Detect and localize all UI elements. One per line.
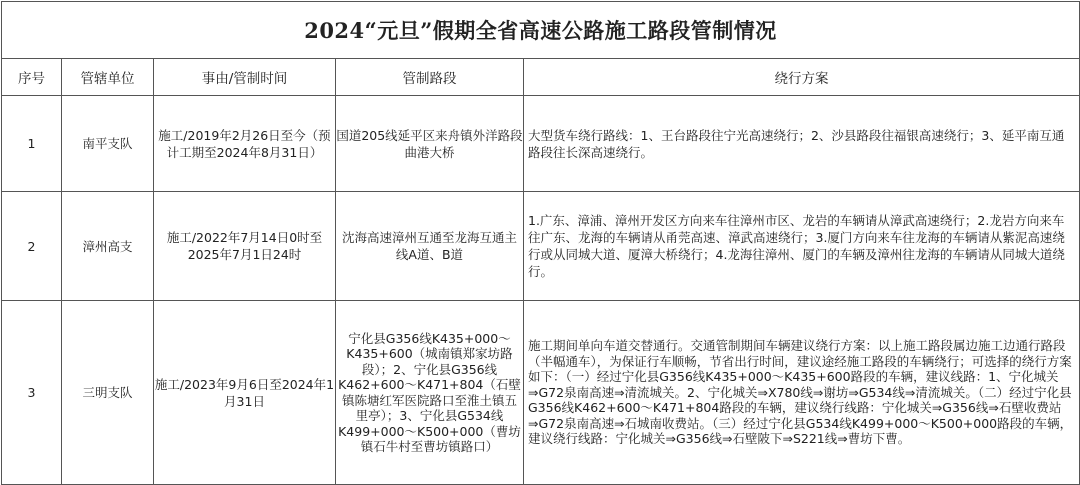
- row-plan: 施工期间单向车道交替通行。交通管制期间车辆建议绕行方案：以上施工路段属边施工边通行路段（半幅通车），为保证行车顺畅，节省出行时间，建议途经施工路段的车辆绕行；可选择的绕行方案如下：（一）经过宁化县G356线K435+000～K435+600路段的车辆，建议线路：1、宁化城关⇒G72泉南高速⇒清流城关。2、宁化城关⇒X780线⇒谢坊⇒G534线⇒清流城关。（二）经过宁化县G356线K462+600～K471+804路段的车辆，建议绕行线路：宁化城关⇒G356线⇒石壁收费站⇒G72泉南高速⇒石城南收费站。（三）经过宁化县G534线K499+000～K500+000路段的车辆，建议绕行线路：宁化城关⇒G356线⇒石壁陂下⇒S221线⇒曹坊下曹。: [524, 301, 1080, 485]
- header-unit: 管辖单位: [62, 59, 154, 96]
- row-seq: 2: [2, 192, 62, 301]
- header-plan: 绕行方案: [524, 59, 1080, 96]
- table-row: [2, 96, 1080, 192]
- row-reason: 施工/2019年2月26日至今（预计工期至2024年8月31日）: [154, 96, 336, 192]
- row-plan: 大型货车绕行路线：1、王台路段往宁光高速绕行；2、沙县路段往福银高速绕行；3、延平南互通路段往长深高速绕行。: [524, 96, 1080, 192]
- row-unit: 漳州高支: [62, 192, 154, 301]
- row-unit: 三明支队: [62, 301, 154, 485]
- row-unit: 南平支队: [62, 96, 154, 192]
- table-row: [2, 301, 1080, 485]
- header-seq: 序号: [2, 59, 62, 96]
- row-seq: 1: [2, 96, 62, 192]
- header-road: 管制路段: [336, 59, 524, 96]
- row-reason: 施工/2023年9月6日至2024年1月31日: [154, 301, 336, 485]
- table-title: 2024“元旦”假期全省高速公路施工路段管制情况: [2, 2, 1080, 59]
- row-seq: 3: [2, 301, 62, 485]
- header-reason: 事由/管制时间: [154, 59, 336, 96]
- row-road: 沈海高速漳州互通至龙海互通主线A道、B道: [336, 192, 524, 301]
- row-road: 宁化县G356线K435+000～K435+600（城南镇郑家坊路段）；2、宁化县G356线K462+600～K471+804（石壁镇陈塘红军医院路口至淮土镇五里亭）；3、宁化县G534线K499+000～K500+000（曹坊镇石牛村至曹坊镇路口）: [336, 301, 524, 485]
- table-row: [2, 192, 1080, 301]
- traffic-control-table: [1, 1, 1080, 485]
- row-reason: 施工/2022年7月14日0时至2025年7月1日24时: [154, 192, 336, 301]
- row-plan: 1.广东、漳浦、漳州开发区方向来车往漳州市区、龙岩的车辆请从漳武高速绕行；2.龙岩方向来车往广东、龙海的车辆请从甬莞高速、漳武高速绕行；3.厦门方向来车往龙海的车辆请从紫泥高速绕行或从同城大道、厦漳大桥绕行；4.龙海往漳州、厦门的车辆及漳州往龙海的车辆请从同城大道绕行。: [524, 192, 1080, 301]
- row-road: 国道205线延平区来舟镇外洋路段曲港大桥: [336, 96, 524, 192]
